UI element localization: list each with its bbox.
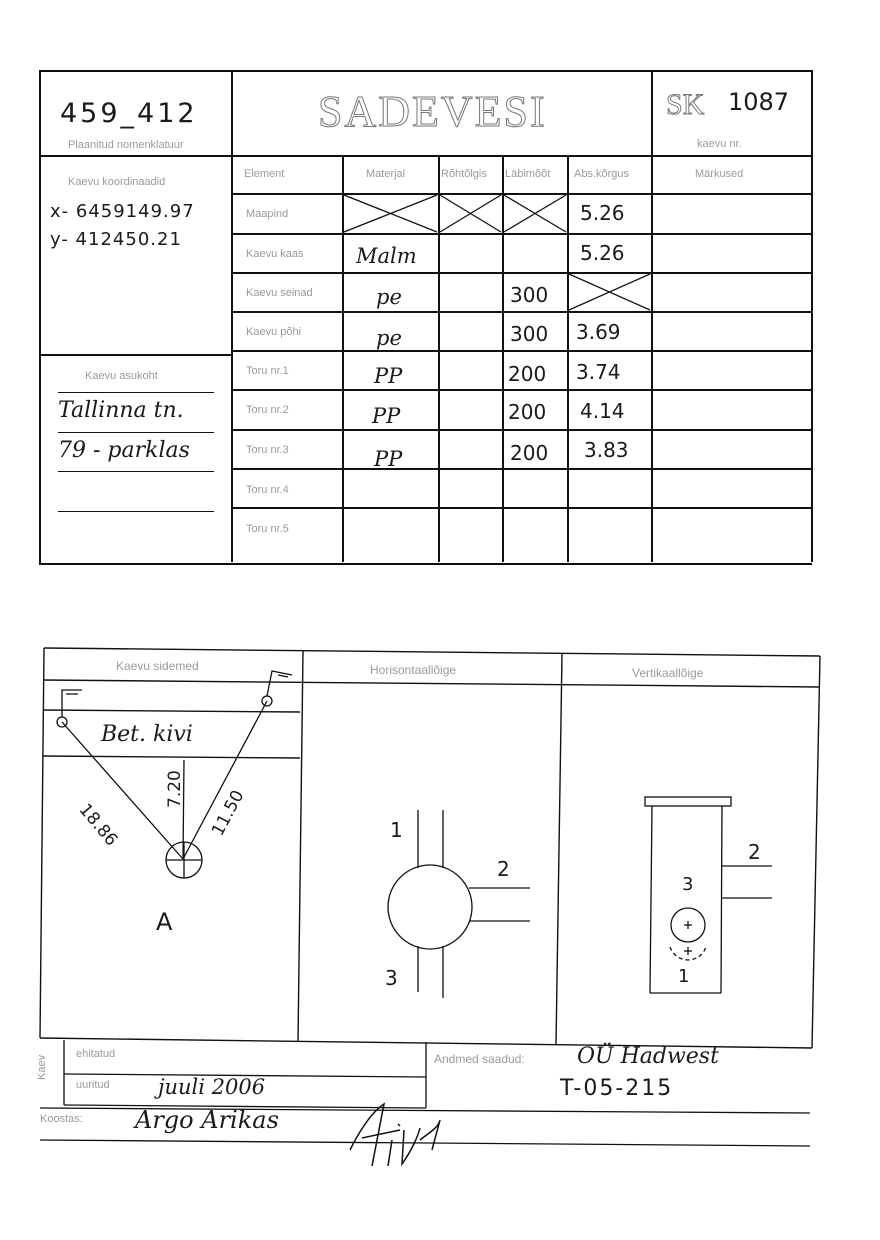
vertical-section-label: Vertikaallõige <box>632 666 704 680</box>
header-element: Element <box>244 168 285 180</box>
row-element: Toru nr.2 <box>246 404 289 416</box>
author-label: Koostas: <box>40 1113 83 1125</box>
row-elevation: 5.26 <box>580 201 625 225</box>
row-elevation: 3.74 <box>576 360 621 384</box>
data-source-label: Andmed saadud: <box>434 1052 525 1066</box>
header-notes: Märkused <box>695 168 744 180</box>
distance-left: 18.86 <box>74 800 122 851</box>
row-material: PP <box>374 447 403 471</box>
footer-side-label: Kaev <box>36 1054 48 1080</box>
row-elevation: 3.83 <box>584 438 629 462</box>
point-label: A <box>156 908 173 936</box>
data-source-ref: T-05-215 <box>560 1076 674 1101</box>
row-element: Toru nr.4 <box>246 484 289 496</box>
plan-number-label: Plaanitud nomenklatuur <box>68 139 184 151</box>
row-elevation: 5.26 <box>580 241 625 265</box>
row-material: PP <box>374 364 403 388</box>
row-element: Toru nr.1 <box>246 365 289 377</box>
page-title: SADEVESI <box>318 87 547 136</box>
row-diameter: 200 <box>508 400 547 424</box>
header-diameter: Läbimõõt <box>505 168 551 180</box>
distance-middle: 7.20 <box>165 770 185 808</box>
location-line1: Tallinna tn. <box>58 398 184 423</box>
row-element: Maapind <box>246 208 289 220</box>
row-material: pe <box>376 285 402 309</box>
coordinate-x: x- 6459149.97 <box>50 201 195 222</box>
row-elevation: 3.69 <box>576 320 621 344</box>
distance-right: 11.50 <box>208 787 249 840</box>
row-diameter: 200 <box>510 441 549 465</box>
surface-material: Bet. kivi <box>101 722 193 747</box>
h-pipe-2-label: 2 <box>497 857 510 881</box>
built-label: ehitatud <box>76 1048 116 1060</box>
row-diameter: 300 <box>510 322 549 346</box>
well-number: 1087 <box>728 88 790 116</box>
header-material: Materjal <box>366 168 406 180</box>
surveyed-value: juuli 2006 <box>158 1075 266 1099</box>
ties-label: Kaevu sidemed <box>116 659 199 673</box>
location-label: Kaevu asukoht <box>85 370 158 382</box>
surveyed-label: uuritud <box>76 1079 110 1091</box>
coordinates-label: Kaevu koordinaadid <box>68 176 166 188</box>
row-element: Toru nr.5 <box>246 523 289 535</box>
well-number-label: kaevu nr. <box>697 138 742 150</box>
header-elevation: Abs.kõrgus <box>574 168 630 180</box>
row-element: Kaevu kaas <box>246 248 304 260</box>
horizontal-section-label: Horisontaallõige <box>370 663 457 677</box>
plan-number: 459_412 <box>60 98 198 129</box>
well-prefix: SK <box>666 88 705 121</box>
row-diameter: 300 <box>510 283 549 307</box>
row-material: Malm <box>356 244 417 268</box>
row-elevation: 4.14 <box>580 399 625 423</box>
coordinate-y: y- 412450.21 <box>50 229 182 250</box>
h-pipe-3-label: 3 <box>385 966 398 990</box>
data-source-company: OÜ Hadwest <box>577 1044 719 1069</box>
row-material: pe <box>376 326 402 350</box>
v-pipe-1-label: 1 <box>678 966 690 987</box>
row-material: PP <box>372 404 401 428</box>
h-pipe-1-label: 1 <box>390 818 403 842</box>
row-element: Kaevu põhi <box>246 326 302 338</box>
author-name: Argo Arikas <box>135 1106 279 1134</box>
location-line2: 79 - parklas <box>58 438 190 463</box>
header-slope: Rõhtõlgis <box>441 168 487 180</box>
row-element: Toru nr.3 <box>246 444 289 456</box>
v-pipe-2-label: 2 <box>748 840 761 864</box>
row-element: Kaevu seinad <box>246 287 313 299</box>
row-diameter: 200 <box>508 362 547 386</box>
v-pipe-3-label: 3 <box>682 874 694 895</box>
